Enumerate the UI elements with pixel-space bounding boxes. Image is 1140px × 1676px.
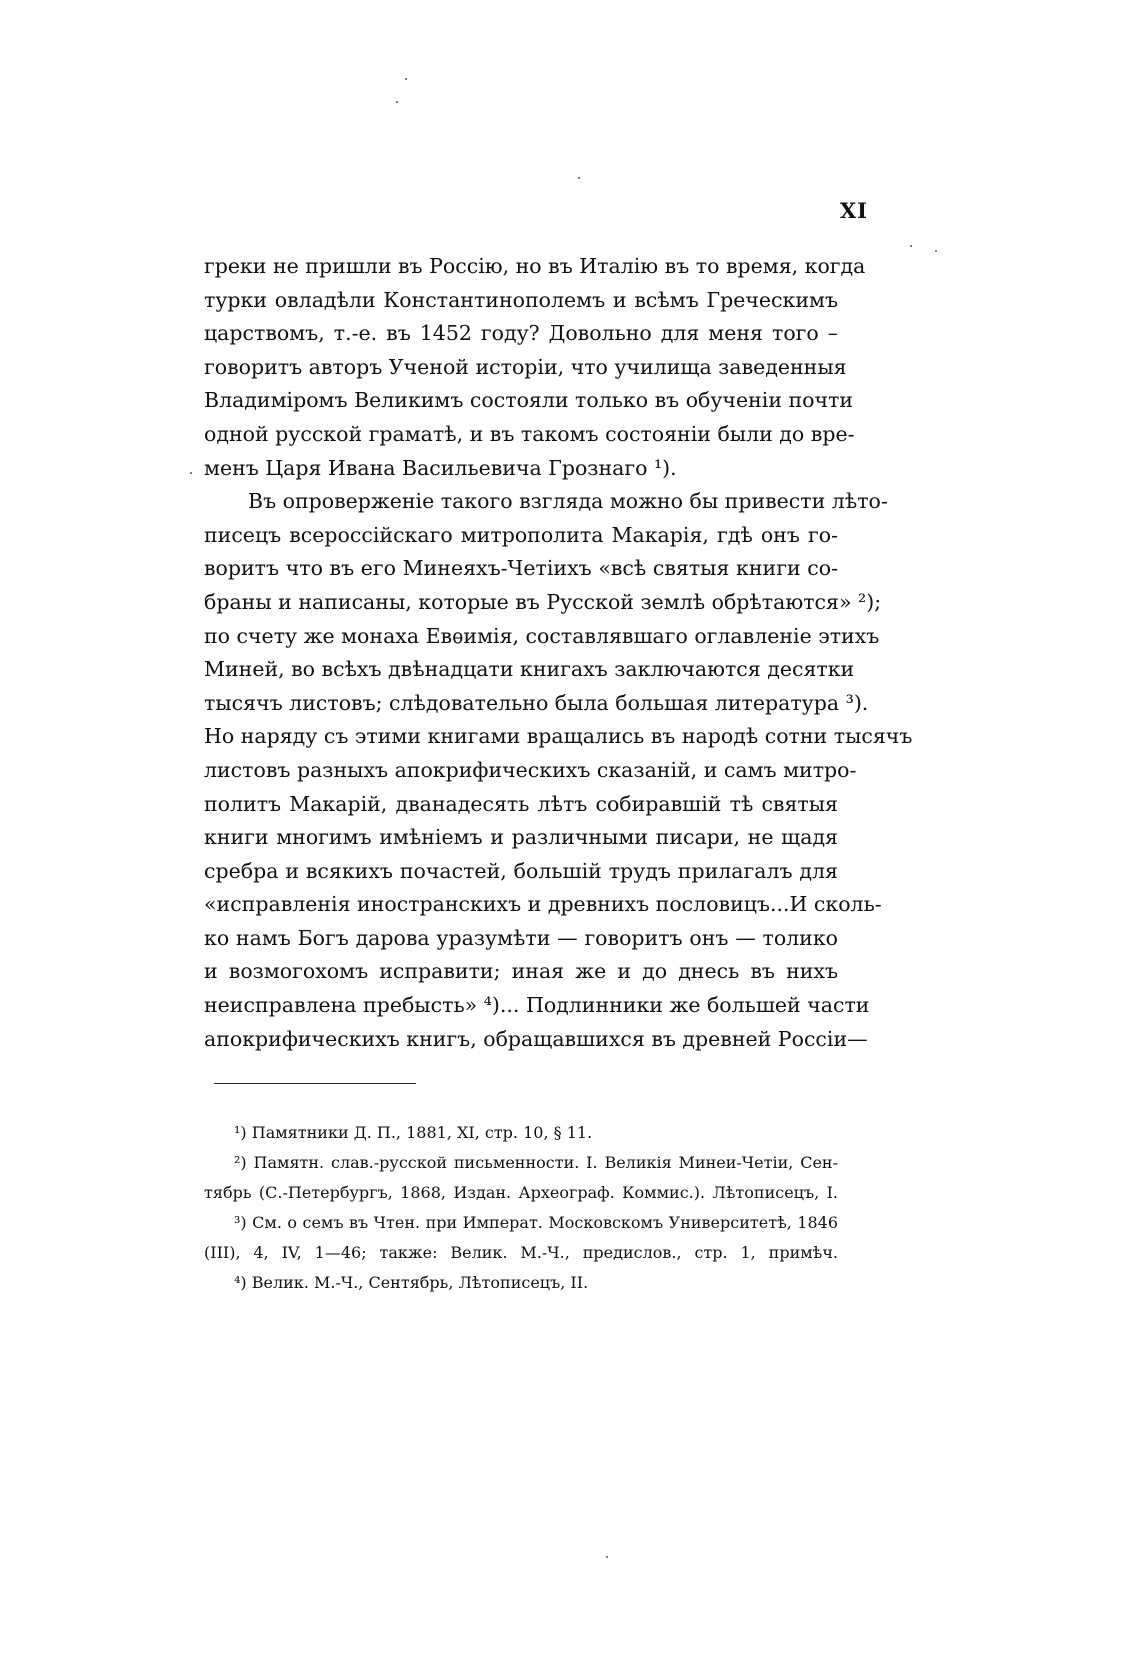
text-line: «исправленія иностранскихъ и древнихъ пословицъ...И сколь- xyxy=(204,892,882,917)
paper-speck xyxy=(606,1556,608,1558)
text-line: книги многимъ имѣніемъ и различными писари, не щадя xyxy=(204,825,838,850)
footnote-line: ¹) Памятники Д. П., 1881, XI, стр. 10, § 11. xyxy=(234,1123,593,1142)
paper-speck xyxy=(405,78,407,80)
text-line: Миней, во всѣхъ двѣнадцати книгахъ заключаются десятки xyxy=(204,657,855,682)
text-line: браны и написаны, которые въ Русской землѣ обрѣтаются» ²); xyxy=(204,589,882,614)
text-line: Но наряду съ этими книгами вращались въ народѣ сотни тысячъ xyxy=(204,724,913,749)
footnote-line: тябрь (С.-Петербургъ, 1868, Издан. Археограф. Коммис.). Лѣтописецъ, I. xyxy=(204,1183,838,1202)
text-line: менъ Царя Ивана Васильевича Грознаго ¹). xyxy=(204,455,677,480)
text-line: говоритъ авторъ Ученой исторіи, что училища заведенныя xyxy=(204,354,847,379)
text-line: воритъ что въ его Минеяхъ-Четіихъ «всѣ святыя книги со- xyxy=(204,556,838,581)
paper-speck xyxy=(910,245,912,247)
text-line: листовъ разныхъ апокрифическихъ сказаній, и самъ митро- xyxy=(204,757,857,782)
footnote-separator xyxy=(214,1083,416,1084)
text-line: греки не пришли въ Россію, но въ Италію въ то время, когда xyxy=(204,254,866,278)
paper-speck xyxy=(578,177,580,179)
text-line: неисправлена пребысть» ⁴)... Подлинники же большей части xyxy=(204,993,870,1018)
text-line: Владиміромъ Великимъ состояли только въ обученіи почти xyxy=(204,388,854,413)
text-line: политъ Макарій, дванадесять лѣтъ собиравшій тѣ святыя xyxy=(204,791,838,816)
paper-speck xyxy=(190,472,192,474)
footnote-line: ³) См. о семъ въ Чтен. при Императ. Московскомъ Университетѣ, 1846 xyxy=(234,1213,838,1232)
footnotes xyxy=(204,1118,838,1298)
text-line: тысячъ листовъ; слѣдовательно была большая литература ³). xyxy=(204,690,869,715)
text-line: и возмогохомъ исправити; иная же и до днесь въ нихъ xyxy=(204,959,838,984)
paper-speck xyxy=(396,101,398,103)
text-line: апокрифическихъ книгъ, обращавшихся въ древней Россіи— xyxy=(204,1026,868,1051)
body-text xyxy=(204,250,913,1056)
text-line: турки овладѣли Константинополемъ и всѣмъ Греческимъ xyxy=(204,287,838,312)
text-line: сребра и всякихъ почастей, большій трудъ прилагалъ для xyxy=(204,858,838,883)
text-line: царствомъ, т.-е. въ 1452 году? Довольно для меня того – xyxy=(204,321,838,346)
page-number: XI xyxy=(839,198,868,223)
footnote-line: (III), 4, IV, 1—46; также: Велик. М.-Ч., предислов., стр. 1, примѣч. xyxy=(204,1243,838,1262)
text-line: по счету же монаха Евѳимія, составлявшаго оглавленіе этихъ xyxy=(204,623,880,648)
text-line: писецъ всероссійскаго митрополита Макарія, гдѣ онъ го- xyxy=(204,522,838,547)
text-line: одной русской граматѣ, и въ такомъ состояніи были до вре- xyxy=(204,421,855,446)
footnote-line: ²) Памятн. слав.-русской письменности. I. Великія Минеи-Четіи, Сен- xyxy=(234,1153,838,1172)
text-line: ко намъ Богъ дарова уразумѣти — говоритъ онъ — толико xyxy=(204,925,838,950)
paper-speck xyxy=(935,250,937,252)
text-line: Въ опроверженіе такого взгляда можно бы привести лѣто- xyxy=(248,489,888,514)
footnote-line: ⁴) Велик. М.-Ч., Сентябрь, Лѣтописецъ, II. xyxy=(234,1273,589,1292)
